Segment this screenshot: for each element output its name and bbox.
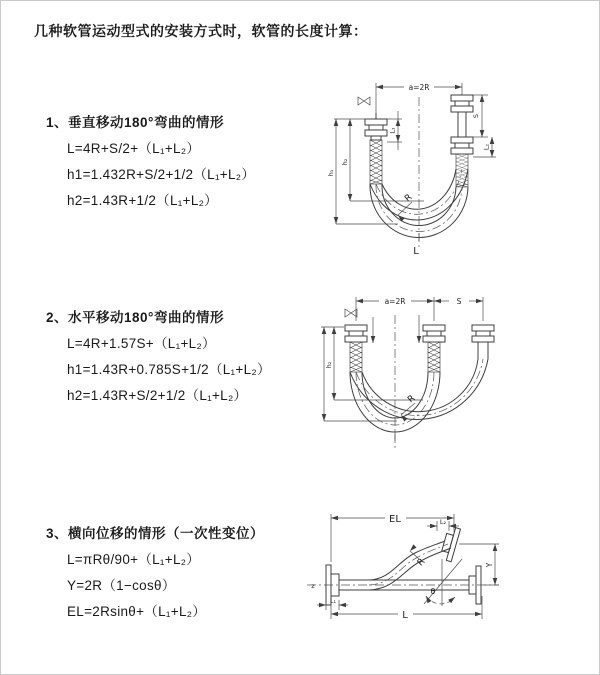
dim-l1-label: L₁ (329, 597, 337, 605)
dim-l1-label: L₁ (388, 127, 397, 134)
dim-el-label: EL (389, 514, 401, 525)
section-1-heading (46, 110, 255, 136)
dim-s-label: S (472, 113, 480, 119)
dim-h1-label: h₁ (327, 169, 335, 177)
dim-h2-label: h₂ (341, 158, 349, 166)
radius-leader (408, 544, 427, 568)
section-3-title: 横向位移的情形（一次性变位） (68, 526, 265, 541)
dimension-L1 (387, 111, 402, 150)
radius-label: R (403, 192, 415, 205)
radius-label: R (415, 556, 428, 569)
dim-length-label: L (402, 610, 408, 621)
diagram-3-lateral-displacement (299, 504, 600, 652)
right-pipe-fitting (451, 95, 473, 187)
left-pipe-fitting (345, 325, 367, 372)
braided-hose-section (370, 140, 382, 184)
section-3-formula-L: L=πRθ/90+（L₁+L₂） (67, 552, 201, 567)
valve-icon (358, 97, 370, 105)
dim-l2-label: L₂ (482, 143, 491, 151)
right-flange-displaced (440, 526, 461, 562)
dimension-Y (459, 544, 499, 585)
dimension-L1 (317, 597, 348, 610)
section-2 (46, 305, 271, 409)
dim-l2-label: L₂ (439, 518, 447, 526)
section-1-number: 1、 (46, 115, 69, 130)
section-2-number: 2、 (46, 310, 69, 325)
right-pipe-fitting-moved (472, 325, 494, 359)
section-3-heading (46, 521, 264, 547)
diagram-1-vertical-180-bend (316, 69, 594, 264)
valve-icon (345, 309, 357, 317)
dimension-EL (331, 514, 454, 562)
section-1-title: 垂直移动180°弯曲的情形 (68, 115, 224, 130)
dim-y-label: Y (485, 562, 494, 568)
section-2-title: 水平移动180°弯曲的情形 (68, 310, 224, 325)
page-title: 几种软管运动型式的安装方式时，软管的长度计算： (34, 23, 368, 39)
dim-s-label: S (456, 297, 462, 306)
dimension-S (472, 95, 488, 137)
section-1-formula-L: L=4R+S/2+（L₁+L₂） (67, 141, 201, 156)
section-2-heading (46, 305, 271, 331)
hose-displaced-s-curve (369, 541, 451, 590)
dimension-L2 (473, 137, 496, 157)
section-2-formula-L: L=4R+1.57S+（L₁+L₂） (67, 336, 216, 351)
section-2-formula-h1: h1=1.43R+0.785S+1/2（L₁+L₂） (67, 362, 271, 377)
dimension-a-2R (356, 297, 483, 321)
section-1-formula-h2: h2=1.43R+1/2（L₁+L₂） (67, 193, 218, 208)
axis-mark: z (311, 582, 315, 590)
braided-hose-section (350, 342, 362, 372)
diagram-2-horizontal-180-bend (311, 287, 600, 459)
dim-a-label: a=2R (408, 83, 430, 92)
left-pipe-fitting (365, 113, 387, 184)
dim-h2-label: h₂ (325, 361, 333, 369)
section-3 (46, 521, 264, 625)
dimension-h2 (334, 119, 424, 201)
dim-a-label: a=2R (384, 297, 406, 306)
dimension-S (434, 297, 483, 306)
section-3-formula-EL: EL=2Rsinθ+（L₁+L₂） (67, 604, 207, 619)
braided-hose-section (428, 342, 440, 372)
radius-label: R (406, 393, 418, 406)
movement-arrows (371, 315, 422, 343)
section-2-formula-h2: h2=1.43R+S/2+1/2（L₁+L₂） (67, 388, 248, 403)
dimension-L (331, 596, 482, 621)
middle-pipe-fitting (423, 325, 445, 372)
section-1-formula-h1: h1=1.432R+S/2+1/2（L₁+L₂） (67, 167, 256, 182)
section-1 (46, 110, 255, 214)
section-3-number: 3、 (46, 526, 69, 541)
angle-theta-label: θ (430, 587, 436, 596)
angle-theta (424, 559, 462, 606)
length-label: L (413, 246, 419, 257)
section-3-formula-Y: Y=2R（1−cosθ） (67, 578, 176, 593)
